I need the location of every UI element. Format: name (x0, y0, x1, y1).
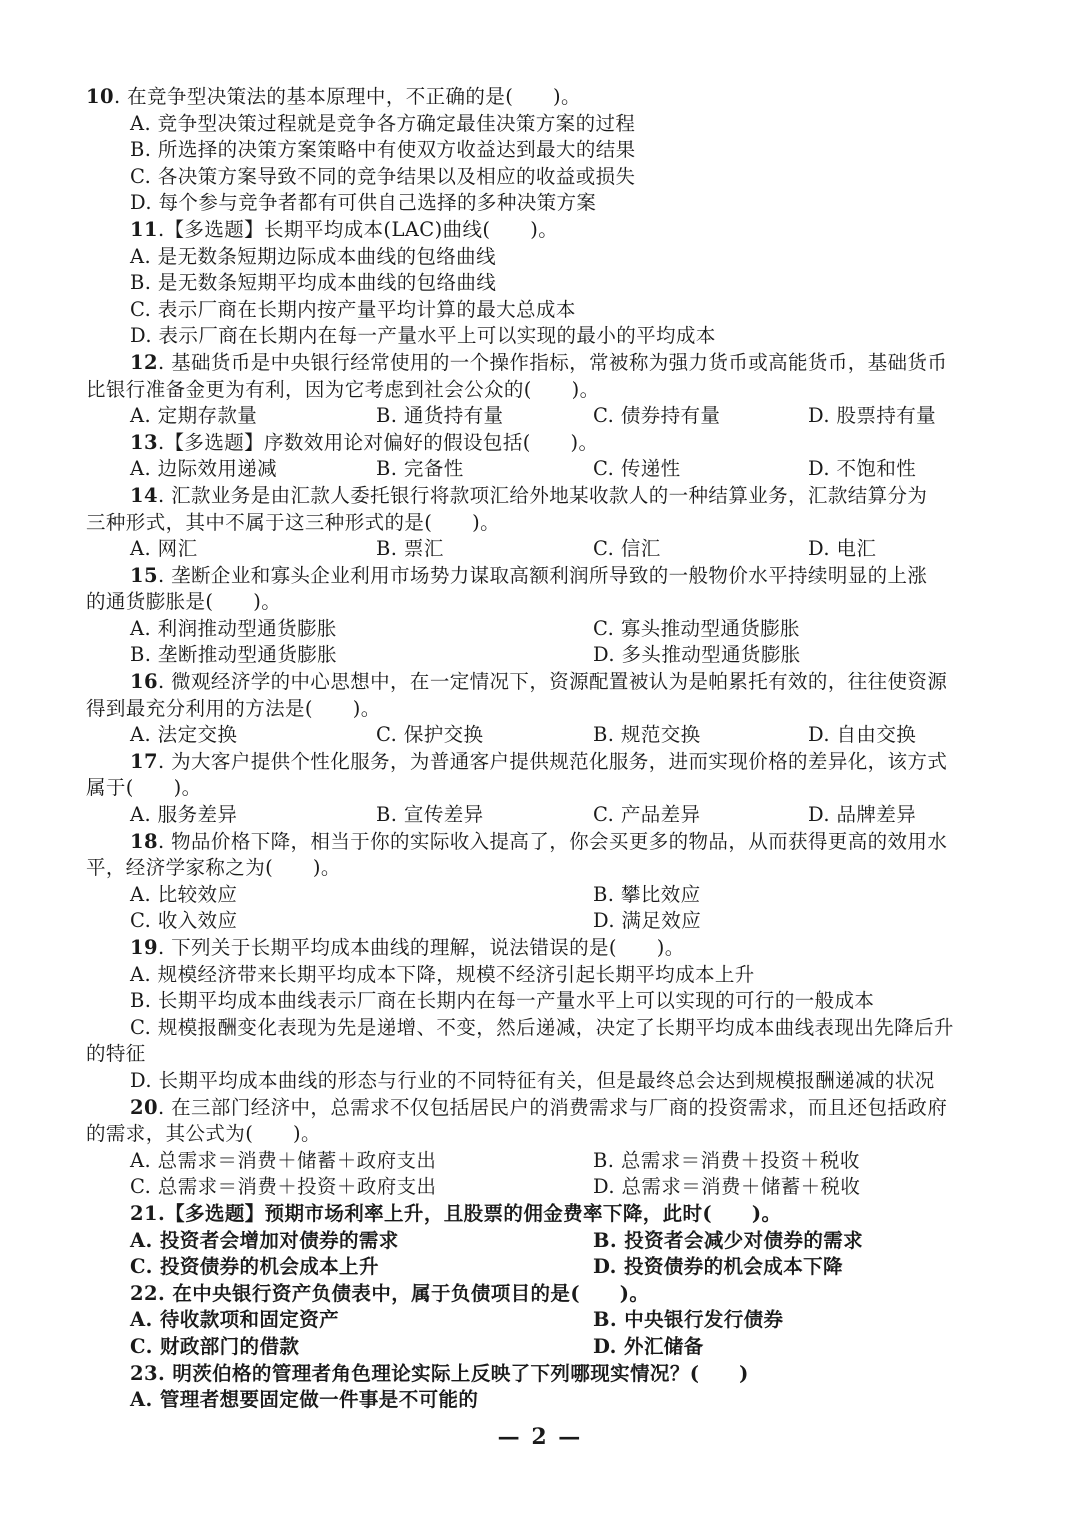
option: D. 满足效应 (593, 909, 702, 933)
options-row (86, 1307, 996, 1334)
question-18-stem: 18. 物品价格下降，相当于你的实际收入提高了，你会买更多的物品，从而获得更高的效用水 (130, 829, 948, 853)
option: C. 寡头推动型通货膨胀 (593, 616, 800, 640)
option: C. 传递性 (593, 457, 681, 481)
question-15-stem: 15. 垄断企业和寡头企业利用市场势力谋取高额利润所导致的一般物价水平持续明显的上涨 (130, 563, 928, 587)
question-17-stem: 17. 为大客户提供个性化服务，为普通客户提供规范化服务，进而实现价格的差异化，该方式 (130, 749, 948, 773)
question-13-stem: 13.【多选题】序数效用论对偏好的假设包括( )。 (130, 430, 599, 454)
options-row (86, 1148, 996, 1175)
question-12-stem-cont: 比银行准备金更为有利，因为它考虑到社会公众的( )。 (86, 377, 600, 401)
option: D. 外汇储备 (593, 1334, 704, 1358)
option: B. 是无数条短期平均成本曲线的包络曲线 (130, 271, 497, 295)
option: D. 电汇 (808, 537, 877, 561)
question-23-stem: 23. 明茨伯格的管理者角色理论实际上反映了下列哪现实情况？( ) (130, 1361, 749, 1385)
question-21-stem: 21.【多选题】预期市场利率上升，且股票的佣金费率下降，此时( )。 (130, 1201, 782, 1225)
option: A. 总需求＝消费＋储蓄＋政府支出 (130, 1148, 437, 1172)
question-14-stem-cont: 三种形式，其中不属于这三种形式的是( )。 (86, 510, 501, 534)
question-10-stem: 10. 在竞争型决策法的基本原理中，不正确的是( )。 (86, 85, 581, 108)
option: D. 不饱和性 (808, 457, 917, 481)
option: C. 保护交换 (376, 723, 484, 747)
option: A. 法定交换 (130, 723, 238, 747)
option-cont: 的特征 (86, 1042, 146, 1066)
option: A. 边际效用递减 (130, 457, 278, 481)
page-number: — 2 — (497, 1424, 583, 1450)
question-16-stem: 16. 微观经济学的中心思想中，在一定情况下，资源配置被认为是帕累托有效的，往往使资源 (130, 670, 948, 694)
option: C. 信汇 (593, 537, 661, 561)
option: C. 表示厂商在长期内按产量平均计算的最大总成本 (130, 297, 576, 321)
option: D. 股票持有量 (808, 404, 937, 428)
question-22-stem: 22. 在中央银行资产负债表中，属于负债项目的是( )。 (130, 1281, 650, 1305)
question-17-stem-cont: 属于( )。 (86, 776, 202, 800)
option: C. 财政部门的借款 (130, 1334, 300, 1358)
option: B. 总需求＝消费＋投资＋税收 (593, 1148, 860, 1172)
question-20-stem-cont: 的需求，其公式为( )。 (86, 1122, 321, 1146)
question-16-stem-cont: 得到最充分利用的方法是( )。 (86, 696, 381, 720)
option: C. 收入效应 (130, 909, 238, 933)
exam-page (86, 84, 996, 1414)
option: A. 利润推动型通货膨胀 (130, 616, 337, 640)
options-row (86, 722, 996, 749)
question-15-stem-cont: 的通货膨胀是( )。 (86, 590, 282, 614)
options-row (86, 882, 996, 909)
option: B. 中央银行发行债券 (593, 1308, 784, 1332)
options-row (86, 616, 996, 643)
options-row (86, 403, 996, 430)
option: A. 比较效应 (130, 882, 238, 906)
options-row (86, 1334, 996, 1361)
option: D. 品牌差异 (808, 803, 917, 827)
option: B. 长期平均成本曲线表示厂商在长期内在每一产量水平上可以实现的可行的一般成本 (130, 989, 875, 1013)
option: A. 网汇 (130, 537, 198, 561)
option: A. 待收款项和固定资产 (130, 1308, 340, 1332)
question-11-stem: 11.【多选题】长期平均成本(LAC)曲线( )。 (130, 217, 559, 241)
option: B. 垄断推动型通货膨胀 (130, 643, 338, 667)
question-20-stem: 20. 在三部门经济中，总需求不仅包括居民户的消费需求与厂商的投资需求，而且还包括政府 (130, 1095, 948, 1119)
option: D. 表示厂商在长期内在每一产量水平上可以实现的最小的平均成本 (130, 324, 716, 348)
question-19-stem: 19. 下列关于长期平均成本曲线的理解，说法错误的是( )。 (130, 936, 685, 959)
option: A. 服务差异 (130, 803, 238, 827)
option: A. 管理者想要固定做一件事是不可能的 (130, 1388, 479, 1412)
option: B. 完备性 (376, 457, 464, 481)
option: D. 投资债券的机会成本下降 (593, 1255, 843, 1279)
option: A. 规模经济带来长期平均成本下降，规模不经济引起长期平均成本上升 (130, 962, 755, 986)
question-12-stem: 12. 基础货币是中央银行经常使用的一个操作指标，常被称为强力货币或高能货币，基础货币 (130, 350, 948, 374)
option: C. 债券持有量 (593, 404, 721, 428)
option: C. 总需求＝消费＋投资＋政府支出 (130, 1175, 437, 1199)
option: B. 宣传差异 (376, 803, 484, 827)
question-18-stem-cont: 平，经济学家称之为( )。 (86, 856, 341, 880)
option: D. 长期平均成本曲线的形态与行业的不同特征有关，但是最终总会达到规模报酬递减的状况 (130, 1068, 935, 1092)
options-row (86, 1254, 996, 1281)
option: C. 投资债券的机会成本上升 (130, 1255, 379, 1279)
option: C. 各决策方案导致不同的竞争结果以及相应的收益或损失 (130, 164, 636, 188)
option: A. 投资者会增加对债券的需求 (130, 1228, 399, 1252)
option: A. 定期存款量 (130, 404, 258, 428)
option: B. 投资者会减少对债券的需求 (593, 1228, 864, 1252)
option: B. 通货持有量 (376, 404, 504, 428)
option: D. 自由交换 (808, 723, 917, 747)
options-row (86, 802, 996, 829)
options-row (86, 1228, 996, 1255)
option: B. 票汇 (376, 537, 444, 561)
option: D. 多头推动型通货膨胀 (593, 643, 801, 667)
option: B. 所选择的决策方案策略中有使双方收益达到最大的结果 (130, 138, 636, 162)
option: B. 攀比效应 (593, 882, 701, 906)
options-row (86, 1174, 996, 1201)
option: C. 产品差异 (593, 803, 701, 827)
option: A. 竞争型决策过程就是竞争各方确定最佳决策方案的过程 (130, 111, 636, 135)
question-14-stem: 14. 汇款业务是由汇款人委托银行将款项汇给外地某收款人的一种结算业务，汇款结算分为 (130, 483, 928, 507)
option: D. 每个参与竞争者都有可供自己选择的多种决策方案 (130, 191, 597, 215)
option: A. 是无数条短期边际成本曲线的包络曲线 (130, 244, 496, 268)
option: D. 总需求＝消费＋储蓄＋税收 (593, 1175, 861, 1199)
option: C. 规模报酬变化表现为先是递增、不变，然后递减，决定了长期平均成本曲线表现出先降后升 (130, 1015, 954, 1039)
options-row (86, 908, 996, 935)
options-row (86, 536, 996, 563)
options-row (86, 642, 996, 669)
options-row (86, 456, 996, 483)
option: B. 规范交换 (593, 723, 701, 747)
